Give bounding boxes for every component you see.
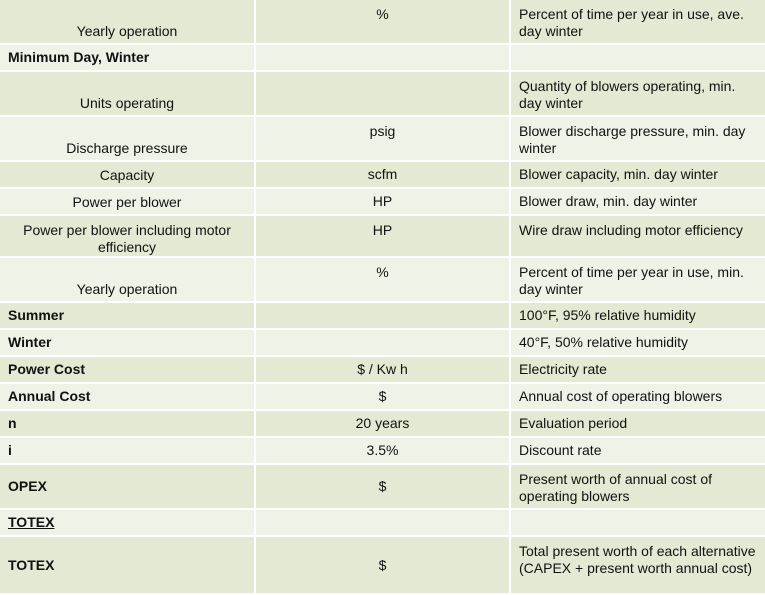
row-description [511,45,765,70]
row-unit: $ [256,384,509,409]
table-row [0,330,765,355]
section-title [0,510,254,535]
row-label: Power Cost [0,357,254,382]
row-label: Annual Cost [0,384,254,409]
row-unit [256,510,509,535]
row-label: Capacity [0,162,254,187]
row-description: Present worth of annual cost of operating blowers [511,465,765,508]
table-row [0,537,765,593]
row-label: Power per blower including motor efficiency [0,216,254,256]
table-row [0,384,765,409]
row-unit: 20 years [256,411,509,436]
row-unit [256,330,509,355]
row-unit: 3.5% [256,438,509,463]
row-label: Discharge pressure [0,117,254,160]
row-unit: psig [256,117,509,160]
table-row [0,357,765,382]
table-row [0,258,765,301]
row-description: Evaluation period [511,411,765,436]
table-row [0,216,765,256]
row-unit: $ [256,465,509,508]
row-description: Wire draw including motor efficiency [511,216,765,256]
row-unit: % [256,0,509,43]
row-label: Power per blower [0,189,254,214]
row-unit: scfm [256,162,509,187]
row-description: Blower draw, min. day winter [511,189,765,214]
row-description: Blower capacity, min. day winter [511,162,765,187]
row-description: Electricity rate [511,357,765,382]
row-description: 100°F, 95% relative humidity [511,303,765,328]
table-row [0,189,765,214]
row-description: Total present worth of each alternative (CAPEX + present worth annual cost) [511,537,765,593]
table-row [0,465,765,508]
section-header-row [0,510,765,535]
table-row [0,162,765,187]
row-label: Units operating [0,72,254,115]
row-unit [256,303,509,328]
table-row [0,438,765,463]
row-unit: HP [256,189,509,214]
row-label: Yearly operation [0,258,254,301]
row-unit: HP [256,216,509,256]
row-description: Annual cost of operating blowers [511,384,765,409]
row-description: Percent of time per year in use, ave. day winter [511,0,765,43]
table-row [0,72,765,115]
row-unit: $ [256,537,509,593]
row-label: n [0,411,254,436]
row-label: TOTEX [0,537,254,593]
table-row [0,117,765,160]
section-header-row [0,45,765,70]
table-row [0,303,765,328]
section-title: Minimum Day, Winter [0,45,254,70]
row-label: OPEX [0,465,254,508]
row-description [511,510,765,535]
row-unit [256,72,509,115]
row-description: 40°F, 50% relative humidity [511,330,765,355]
row-label: Yearly operation [0,0,254,43]
row-description: Percent of time per year in use, min. day winter [511,258,765,301]
table-row [0,411,765,436]
table-row [0,0,765,43]
row-description: Discount rate [511,438,765,463]
row-label: i [0,438,254,463]
totex-heading: TOTEX [8,514,55,530]
row-unit: $ / Kw h [256,357,509,382]
row-unit [256,45,509,70]
row-description: Blower discharge pressure, min. day winter [511,117,765,160]
row-description: Quantity of blowers operating, min. day winter [511,72,765,115]
row-label: Summer [0,303,254,328]
row-label: Winter [0,330,254,355]
row-unit: % [256,258,509,301]
